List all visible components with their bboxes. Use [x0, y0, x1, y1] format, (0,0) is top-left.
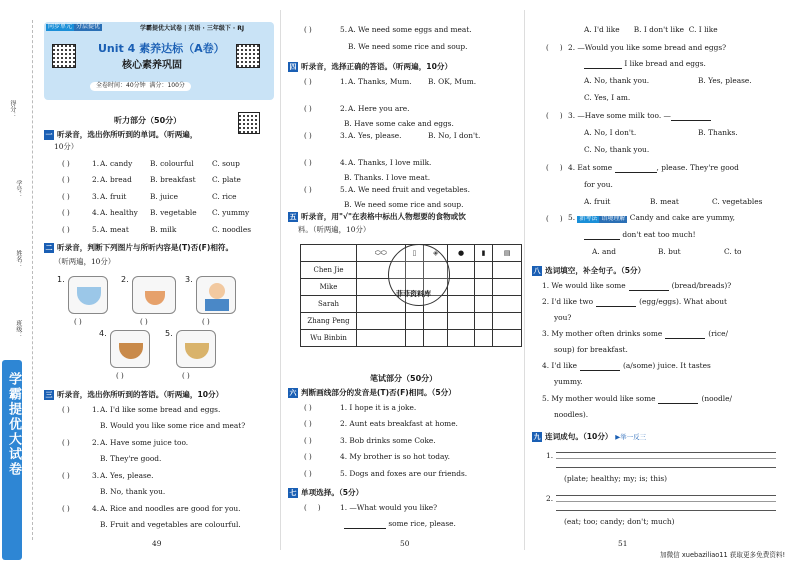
s8-item-line-2: soup) for breakfast.: [554, 345, 628, 354]
answer-paren-1-2[interactable]: ( ): [62, 176, 70, 185]
s3-option-a: A. We need some eggs and meat.: [348, 25, 472, 34]
s3-option-a: A. Have some juice too.: [100, 438, 189, 447]
q7-1-answer: some rice, please.: [344, 520, 456, 529]
s6-item: 5. Dogs and foxes are our friends.: [340, 468, 468, 478]
answer-paren-4-2[interactable]: ( ): [304, 105, 312, 113]
qr-code-right: [236, 44, 260, 68]
side-label-class: 班级：: [14, 320, 22, 338]
s8-text: 2. I'd like two: [542, 297, 594, 306]
answer-paren-3-4[interactable]: ( ): [62, 505, 70, 513]
answer-paren-7-3: ( ): [546, 112, 563, 120]
page-number-51: 51: [618, 539, 628, 548]
column-divider-2: [524, 10, 525, 550]
q7-5-option-c: C. to: [724, 247, 742, 256]
q7-4-option-c: C. vegetables: [712, 197, 763, 206]
picture-1-rice-bowl: 1.: [68, 276, 108, 314]
s4-option-a: A. Yes, please.: [348, 131, 402, 140]
written-title: 笔试部分（50分）: [370, 374, 438, 383]
s3-option-b: B. They're good.: [100, 454, 162, 463]
section-4-title: 四 听录音，选择正确的答语。（听两遍，10分）: [289, 62, 453, 71]
tick-cell[interactable]: [474, 262, 492, 279]
s8-text-b: (rice/: [708, 329, 729, 338]
answer-paren-6-4[interactable]: ( ): [304, 453, 312, 462]
writing-lines-1[interactable]: [556, 452, 776, 468]
side-score-label: 得分：: [8, 100, 16, 118]
side-label-xuehao: 学号：: [14, 180, 22, 198]
fill-blank[interactable]: [665, 331, 705, 339]
practice-link[interactable]: ▶举一反三: [615, 433, 647, 441]
s8-text: 3. My mother often drinks some: [542, 329, 663, 338]
answer-paren-6-2[interactable]: ( ): [304, 420, 312, 429]
tick-cell[interactable]: [493, 330, 522, 347]
fill-blank[interactable]: [580, 363, 620, 371]
tag-context: 语境理解: [601, 215, 626, 222]
picture-2-soup-cook: 2.: [132, 276, 176, 314]
exam-info: [90, 82, 191, 91]
section-8-title: 八 选词填空，补全句子。（5分）: [533, 266, 646, 275]
answer-paren-7-4: ( ): [546, 164, 563, 172]
q7-5-option-a: A. and: [592, 247, 616, 256]
section-1-title: 一 听录音，选出你所听到的单词。（听两遍，: [45, 130, 198, 139]
section-7-title: 七 单项选择。（5分）: [289, 488, 364, 497]
tick-cell[interactable]: [474, 296, 492, 313]
answer-paren-2-4[interactable]: ( ): [116, 372, 124, 380]
s3-option-a: A. Rice and noodles are good for you.: [100, 504, 241, 513]
s3-option-b: B. We need some rice and soup.: [348, 42, 468, 51]
answer-paren-1-1[interactable]: ( ): [62, 160, 70, 168]
s8-text: 4. I'd like: [542, 361, 578, 370]
answer-paren-4-3[interactable]: ( ): [304, 132, 312, 140]
answer-paren-3-2[interactable]: ( ): [62, 439, 70, 447]
food-icon-fruit: ●: [448, 245, 475, 262]
tick-cell[interactable]: [448, 262, 475, 279]
food-icon-cake: ◈: [424, 245, 448, 262]
qr-code-left: [52, 44, 76, 68]
s1-item-num: 2.: [92, 175, 100, 185]
tick-cell[interactable]: [493, 262, 522, 279]
side-label-name: 姓名：: [14, 250, 22, 268]
food-icon-eggs: ⬭⬭: [357, 245, 406, 262]
section-6-title: 六 判断画线部分的发音是(T)否(F)相同。（5分）: [289, 388, 456, 397]
section-1-title-cont: 10分）: [54, 142, 79, 151]
s4-item-num: 1.: [340, 77, 348, 86]
q7-5-question: 5. 新考法 语境理解 Candy and cake are yummy,: [568, 213, 736, 222]
answer-paren-3-1[interactable]: ( ): [62, 406, 70, 414]
tag-new-method: 新考法: [579, 215, 598, 222]
s1-option-c: C. noodles: [212, 224, 252, 234]
section-5-title-cont: 料。（听两遍，10分）: [298, 225, 371, 234]
tick-cell[interactable]: [405, 313, 423, 330]
food-table-row: [301, 330, 522, 347]
s9-words-2: (eat; too; candy; don't; much): [564, 517, 675, 526]
s1-item-num: 3.: [92, 191, 100, 201]
exam-time: 全卷时间：40分钟: [96, 82, 146, 89]
answer-paren-7-1: ( ): [304, 504, 321, 512]
s4-option-b: B. Have some cake and eggs.: [344, 119, 454, 128]
fill-blank[interactable]: [658, 396, 698, 404]
s8-text-b: (bread/breads)?: [671, 281, 732, 290]
s8-item-line-1: [542, 330, 728, 339]
s1-option-c: C. yummy: [212, 208, 250, 218]
answer-paren-6-5[interactable]: ( ): [304, 469, 312, 478]
tick-cell[interactable]: [424, 330, 448, 347]
s4-option-a: A. We need fruit and vegetables.: [348, 185, 470, 194]
s4-option-a: A. Thanks, I love milk.: [348, 158, 432, 167]
column-left: [40, 0, 276, 566]
s6-item: 3. Bob drinks some Coke.: [340, 435, 436, 445]
s8-item-line-1: [542, 282, 731, 291]
picture-5-soup-bowl: 5.: [176, 330, 216, 368]
s8-item-line-1: [542, 298, 727, 307]
s8-item-line-1: [542, 395, 732, 404]
answer-paren-1-5[interactable]: ( ): [62, 225, 70, 234]
q7-4-question-cont: for you.: [584, 180, 613, 189]
answer-paren-7-5: ( ): [546, 215, 563, 223]
s3-option-b: B. Fruit and vegetables are colourful.: [100, 520, 241, 529]
s8-text-b: (noodle/: [701, 394, 732, 403]
tick-cell[interactable]: [357, 313, 406, 330]
q7-2-option-a: A. No, thank you.: [584, 76, 650, 85]
s9-words-1: (plate; healthy; my; is; this): [564, 474, 668, 483]
s1-option-c: C. soup: [212, 159, 240, 168]
q7-4-option-a: A. fruit: [584, 197, 611, 206]
s1-option-a: A. meat: [100, 224, 129, 234]
s6-item: 1. I hope it is a joke.: [340, 403, 417, 412]
answer-paren-7-2: ( ): [546, 44, 563, 52]
subtitle: 核心素养巩固: [122, 60, 182, 71]
s3-option-b: B. No, thank you.: [100, 487, 166, 496]
promo-text: 加微信 xuebaziliao11 获取更多免费资料!: [660, 551, 786, 559]
s1-option-a: A. fruit: [100, 191, 127, 201]
exam-score: 满分：100分: [149, 82, 185, 89]
answer-paren-4-5[interactable]: ( ): [304, 186, 312, 194]
section-3-title: 三 听录音，选出你所听到的答语。（听两遍，10分）: [45, 390, 224, 399]
tick-cell[interactable]: [474, 330, 492, 347]
tick-cell[interactable]: [448, 330, 475, 347]
s4-option-b: B. No, I don't.: [428, 131, 481, 140]
s4-option-b: B. We need some rice and soup.: [344, 200, 464, 209]
row-name: Zhang Peng: [301, 313, 357, 330]
s3-item-num: 4.: [92, 504, 100, 513]
s9-num-2: 2.: [546, 494, 554, 503]
s4-option-a: A. Here you are.: [348, 104, 410, 113]
q7-3-option-c: C. No, thank you.: [584, 145, 650, 154]
s1-option-b: B. breakfast: [150, 175, 196, 185]
q7-3-option-a: A. No, I don't.: [584, 128, 637, 137]
answer-paren-1-4[interactable]: ( ): [62, 209, 70, 218]
s6-item: 4. My brother is so hot today.: [340, 452, 450, 462]
s4-item-num: 4.: [340, 158, 348, 167]
section-5-title: 五 听录音，用"√"在表格中标出人物想要的食物或饮: [289, 212, 466, 221]
tick-cell[interactable]: [424, 313, 448, 330]
q7-1-question: 1. —What would you like?: [340, 503, 438, 512]
section-9-title: 九 连词成句。（10分） ▶举一反三: [533, 432, 647, 441]
s8-text: 5. My mother would like some: [542, 394, 656, 403]
s3-item-num: 3.: [92, 471, 100, 480]
tick-cell[interactable]: [474, 279, 492, 296]
q7-4-question: 4. Eat some , please. They're good: [568, 163, 739, 172]
s1-item-num: 4.: [92, 208, 100, 218]
s8-item-line-2: noodles).: [554, 410, 589, 419]
answer-paren-6-3[interactable]: ( ): [304, 436, 312, 445]
s8-text: 1. We would like some: [542, 281, 626, 290]
answer-paren-2-2[interactable]: ( ): [140, 318, 148, 326]
s1-option-a: A. healthy: [100, 208, 138, 218]
tick-cell[interactable]: [448, 279, 475, 296]
s9-num-1: 1.: [546, 451, 554, 460]
s1-option-b: B. juice: [150, 191, 179, 201]
s4-option-a: A. Thanks, Mum.: [348, 77, 412, 86]
s3-option-a: A. Yes, please.: [100, 471, 154, 480]
s1-option-b: B. colourful: [150, 159, 194, 168]
s6-item: 2. Aunt eats breakfast at home.: [340, 419, 458, 429]
s1-item-num: 1.: [92, 159, 100, 168]
answer-paren-1-3[interactable]: ( ): [62, 192, 70, 201]
q7-3-question: 3. —Have some milk too. —: [568, 112, 711, 121]
q7-5-question-cont: don't eat too much!: [584, 231, 696, 240]
s3-item-num: 5.: [340, 25, 348, 34]
q7-5-option-b: B. but: [658, 247, 681, 256]
s3-option-b: B. Would you like some rice and meat?: [100, 421, 246, 430]
s1-option-a: A. candy: [100, 159, 133, 168]
stamp-text: 菲菲资料库: [396, 290, 431, 298]
section-2-title: 二 听录音，判断下列图片与所听内容是(T)否(F)相符。: [45, 243, 234, 252]
row-name: Sarah: [301, 296, 357, 313]
cut-line: [32, 20, 33, 540]
tag-sync: 同步单元: [48, 23, 73, 30]
s4-item-num: 5.: [340, 185, 348, 194]
row-name: Wu Binbin: [301, 330, 357, 347]
header-tags: [46, 24, 102, 31]
column-divider-1: [280, 10, 281, 550]
tick-cell[interactable]: [474, 313, 492, 330]
fill-blank[interactable]: [629, 283, 669, 291]
row-name: Mike: [301, 279, 357, 296]
s1-option-c: C. rice: [212, 191, 237, 201]
answer-paren-3-3[interactable]: ( ): [62, 472, 70, 480]
s4-item-num: 3.: [340, 131, 348, 140]
listening-title: 听力部分（50分）: [114, 116, 182, 125]
s1-item-num: 5.: [92, 224, 100, 234]
s8-text-b: (a/some) juice. It tastes: [623, 361, 711, 370]
picture-3-boy-eating: 3.: [196, 276, 236, 314]
picture-4-noodles: 4.: [110, 330, 150, 368]
brand-vertical-text: 学霸提优大试卷: [6, 372, 21, 477]
writing-lines-2[interactable]: [556, 495, 776, 511]
s3-item-num: 2.: [92, 438, 100, 447]
q7-2-option-b: B. Yes, please.: [698, 76, 752, 85]
s8-item-line-2: you?: [554, 313, 572, 322]
q7-4-option-b: B. meat: [650, 197, 679, 206]
column-right: [528, 0, 794, 566]
q7-1-options: A. I'd like B. I don't like C. I like: [584, 25, 718, 34]
tick-cell[interactable]: [493, 313, 522, 330]
s8-item-line-2: yummy.: [554, 377, 583, 386]
q7-2-question: 2. —Would you like some bread and eggs?: [568, 43, 727, 52]
s4-option-b: B. OK, Mum.: [428, 77, 477, 86]
tick-cell[interactable]: [493, 296, 522, 313]
s1-option-c: C. plate: [212, 175, 241, 185]
column-middle: [284, 0, 520, 566]
s3-item-num: 1.: [92, 405, 100, 414]
s4-item-num: 2.: [340, 104, 348, 113]
q7-2-option-c: C. Yes, I am.: [584, 93, 631, 102]
answer-paren-2-5[interactable]: ( ): [182, 372, 190, 380]
q7-3-option-b: B. Thanks.: [698, 128, 738, 137]
tick-cell[interactable]: [493, 279, 522, 296]
s1-option-b: B. vegetable: [150, 208, 197, 218]
answer-paren-4-4[interactable]: ( ): [304, 159, 312, 167]
food-icon-milk: ▯: [405, 245, 423, 262]
page-number-50: 50: [400, 539, 410, 548]
s8-item-line-1: [542, 362, 711, 371]
food-icon-bread: ▤: [493, 245, 522, 262]
s1-option-b: B. milk: [150, 224, 177, 234]
tick-cell[interactable]: [357, 330, 406, 347]
tag-layer: 分层提优: [76, 23, 101, 30]
unit-title: Unit 4 素养达标（A卷）: [98, 42, 225, 55]
series-title: 学霸提优大试卷 | 英语 · 三年级下 · RJ: [140, 25, 245, 32]
fill-blank[interactable]: [596, 299, 636, 307]
s4-option-b: B. Thanks. I love meat.: [344, 173, 431, 182]
s8-text-b: (egg/eggs). What about: [639, 297, 727, 306]
tick-cell[interactable]: [448, 313, 475, 330]
s1-option-a: A. bread: [100, 175, 132, 185]
row-name: Chen Jie: [301, 262, 357, 279]
q7-2-answer: I like bread and eggs.: [584, 60, 706, 69]
answer-paren-2-1[interactable]: ( ): [74, 318, 82, 326]
page-number-49: 49: [152, 539, 162, 548]
tick-cell[interactable]: [405, 330, 423, 347]
answer-paren-2-3[interactable]: ( ): [202, 318, 210, 326]
s3-option-a: A. I'd like some bread and eggs.: [100, 405, 221, 414]
food-icon-juice: ▮: [474, 245, 492, 262]
section-2-title-cont: （听两遍，10分）: [54, 257, 116, 266]
answer-paren-4-1[interactable]: ( ): [304, 78, 312, 86]
answer-paren-6-1[interactable]: ( ): [304, 404, 312, 412]
tick-cell[interactable]: [448, 296, 475, 313]
answer-paren-3-5[interactable]: ( ): [304, 26, 312, 34]
food-table-row: [301, 313, 522, 330]
qr-code-listening: [238, 112, 260, 134]
